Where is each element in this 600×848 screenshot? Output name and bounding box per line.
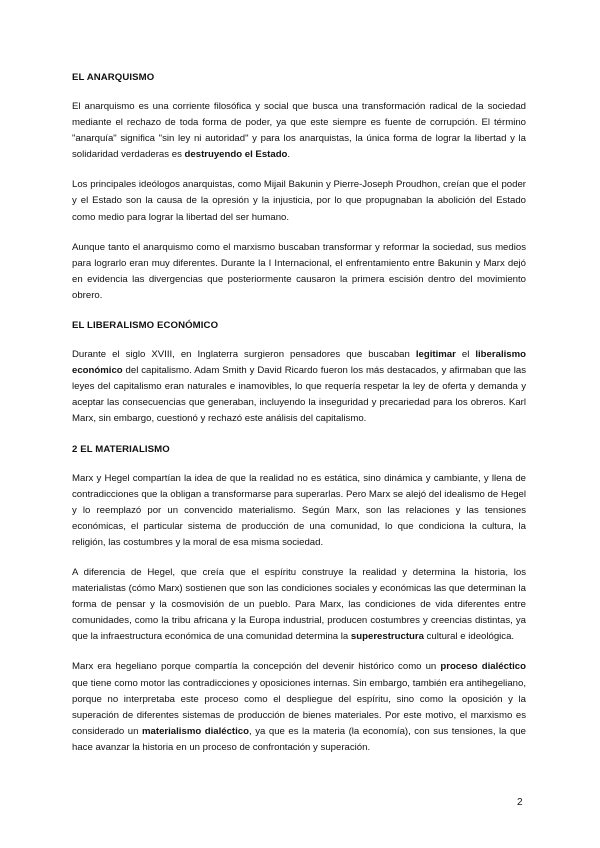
bold-term: liberalismo económico [72, 349, 526, 377]
paragraph [72, 177, 526, 225]
text-run: A diferencia de Hegel, que creía que el espíritu construye la realidad y determina la historia, los materialistas (cómo Marx) sostienen que son las condiciones sociales y económicas las que determinan la forma de pensar y la cosmovisión de un pueblo. Para Marx, las condiciones de vida diferentes entre comunidades, como la tribu africana y la Europa industrial, producen costumbres y creencias distintas, ya que la infraestructura económica de una comunidad determina la [72, 566, 526, 643]
section-title-materialismo: 2 EL MATERIALISMO [72, 443, 170, 455]
bold-term: materialismo dialéctico [142, 725, 249, 737]
text-run: del capitalismo. Adam Smith y David Ricardo fueron los más destacados, y afirmaban que las leyes del capitalismo eran naturales e inamovibles, lo que requería respetar la ley de oferta y demanda y aceptar las consecuencias que generaban, incluyendo la inseguridad y precariedad para los obreros. Karl Marx, sin embargo, cuestionó y rechazó este análisis del capitalismo. [72, 365, 526, 425]
text-run: que tiene como motor las contradicciones y oposiciones internas. Sin embargo, también era antihegeliano, porque no interpretaba este proceso como el despliegue del espíritu, sino como la oposición y la superación de diferentes sistemas de producción de bienes materiales. Por este motivo, el marxismo es considerado un [72, 677, 526, 737]
section-title-anarquismo: EL ANARQUISMO [72, 72, 155, 83]
text-run: Marx era hegeliano porque compartía la concepción del devenir histórico como un [72, 661, 441, 673]
text-run: . [287, 149, 291, 161]
text-run: el [455, 349, 476, 361]
text-run: El anarquismo es una corriente filosófica y social que busca una transformación radical de la sociedad mediante el rechazo de toda forma de poder, ya que este siempre es fuente de corrupción. El término "anarquía" significa "sin ley ni autoridad" y para los anarquistas, la única forma de lograr la libertad y la solidaridad verdaderas es [72, 101, 526, 161]
bold-term: superestructura [350, 631, 424, 643]
text-run: Aunque tanto el anarquismo como el marxismo buscaban transformar y reformar la sociedad, sus medios para lograrlo eran muy diferentes. Durante la I Internacional, el enfrentamiento entre Bakunin y Marx dejó en evidencia las divergencias que posteriormente causaron la primera escisión dentro del movimiento obrero. [72, 241, 526, 301]
paragraph [72, 240, 526, 304]
text-run: Los principales ideólogos anarquistas, como Mijail Bakunin y Pierre-Joseph Proudhon, creían que el poder y el Estado son la causa de la opresión y la injusticia, por lo que propugnaban la abolición del Estado como medio para lograr la libertad del ser humano. [72, 179, 526, 223]
bold-term: legitimar [415, 349, 456, 361]
paragraph [72, 471, 526, 551]
paragraph [72, 347, 526, 427]
paragraph [72, 659, 526, 756]
text-run: Durante el siglo XVIII, en Inglaterra surgieron pensadores que buscaban [72, 349, 416, 361]
paragraph [72, 99, 526, 163]
paragraph [72, 565, 526, 645]
text-run: , ya que es la materia (la economía), con sus tensiones, la que hace avanzar la historia en un proceso de confrontación y superación. [72, 725, 527, 753]
section-title-liberalismo: EL LIBERALISMO ECONÓMICO [72, 320, 219, 332]
page-content [72, 70, 526, 756]
text-run: cultural e ideológica. [423, 631, 515, 643]
bold-term: proceso dialéctico [440, 661, 526, 673]
page-number: 2 [517, 797, 523, 808]
text-run: Marx y Hegel compartían la idea de que la realidad no es estática, sino dinámica y cambiante, y llena de contradicciones que la obligan a transformarse para superarlas. Pero Marx se alejó del idealismo de Hegel y lo reemplazó por un convencido materialismo. Según Marx, son las relaciones y las tensiones económicas, el particular sistema de producción de una comunidad, lo que condiciona la cultura, la religión, las costumbres y la moral de esa misma sociedad. [72, 472, 526, 548]
bold-term: destruyendo el Estado [184, 149, 288, 161]
